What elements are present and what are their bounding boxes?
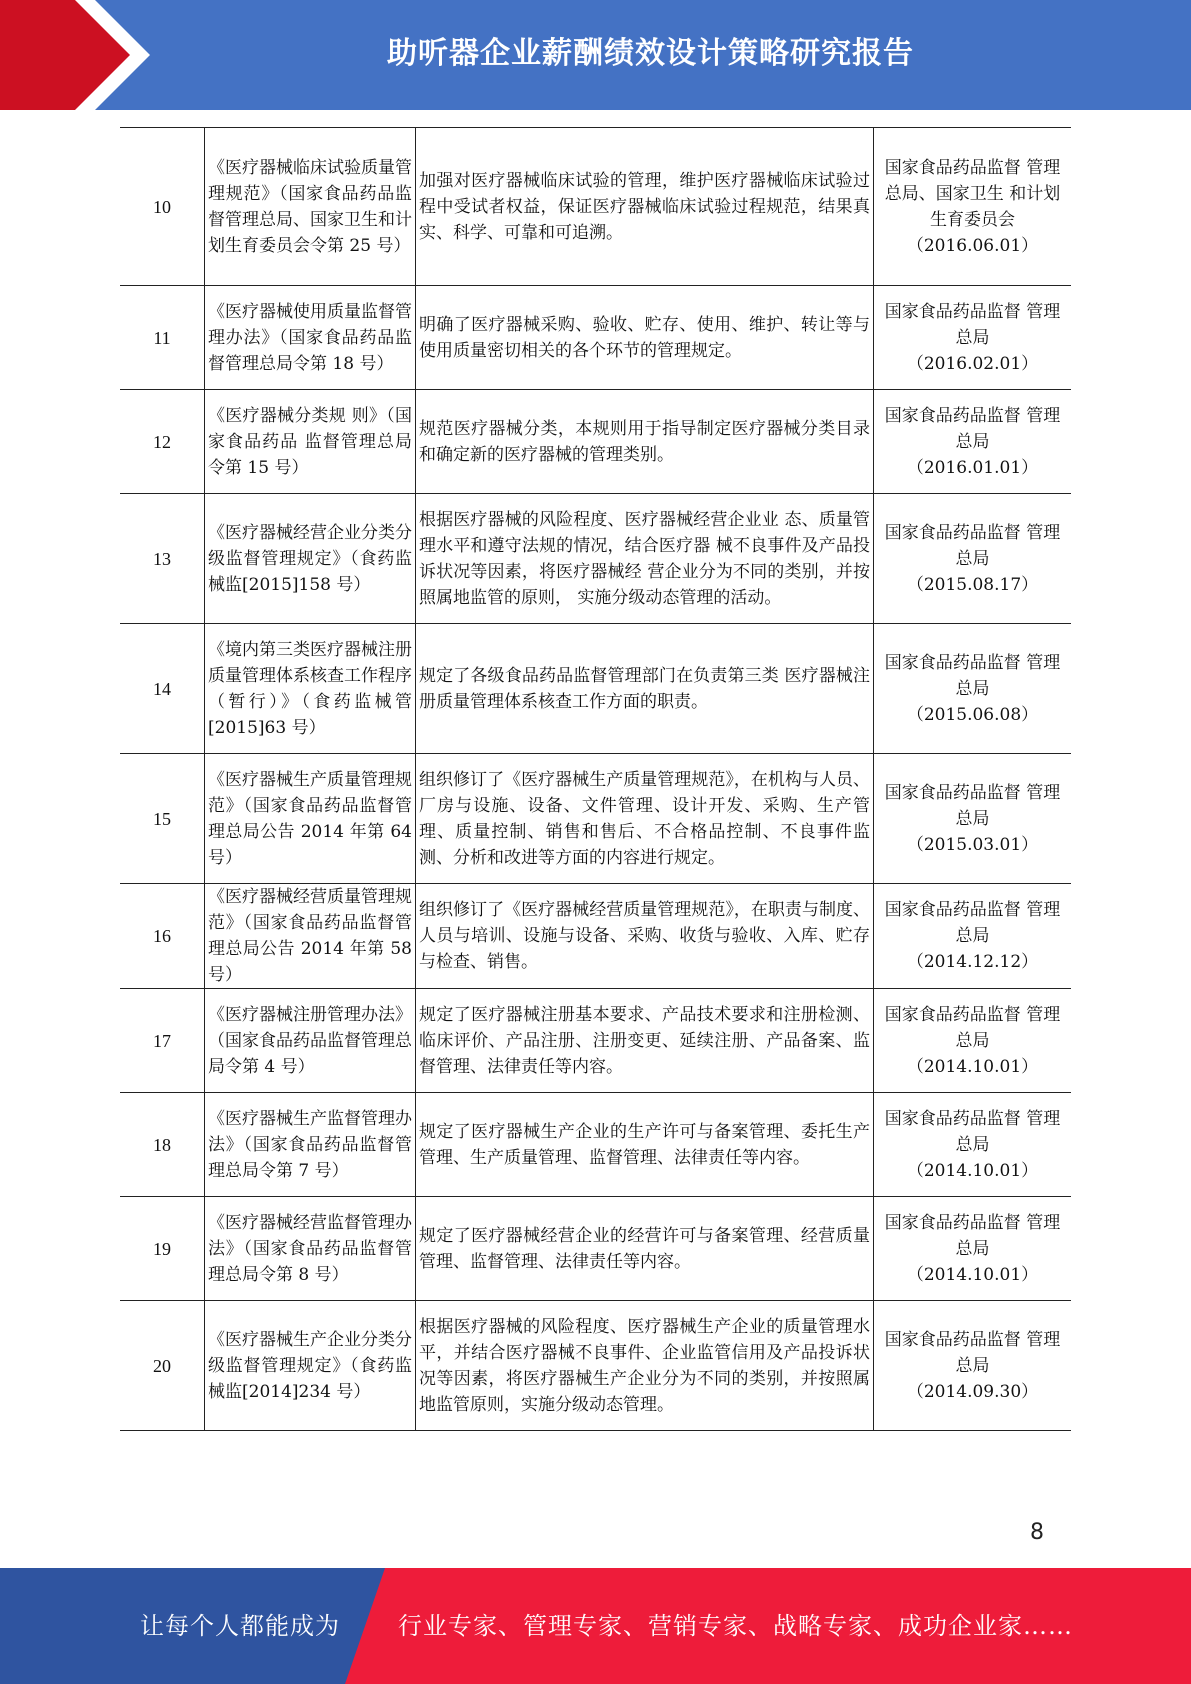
effective-date: （2016.02.01） — [906, 353, 1039, 374]
effective-date: （2014.09.30） — [906, 1381, 1039, 1402]
authority-name: 国家食品药品监督 管理总局 — [884, 900, 1061, 946]
regulation-name-cell: 《医疗器械生产质量管理规范》（国家食品药品监督管理总局公告 2014 年第 64 号） — [205, 754, 416, 884]
regulation-description-cell: 根据医疗器械的风险程度、医疗器械经营企业业 态、质量管理水平和遵守法规的情况，结合医疗器 械不良事件及产品投诉状况等因素，将医疗器械经 营企业分为不同的类别，并按照属地监管的原则， 实施分级动态管理的活动。 — [416, 494, 874, 624]
table-row — [120, 1197, 1071, 1301]
row-number-cell: 18 — [120, 1093, 205, 1197]
row-number-cell: 19 — [120, 1197, 205, 1301]
row-number-cell: 10 — [120, 128, 205, 286]
issuing-authority-cell — [874, 494, 1072, 624]
issuing-authority-cell — [874, 989, 1072, 1093]
page-footer — [0, 1568, 1191, 1684]
regulation-name-cell: 《境内第三类医疗器械注册质量管理体系核查工作程序（暂行）》（食药监械管[2015]63 号） — [205, 624, 416, 754]
authority-name: 国家食品药品监督 管理总局 — [884, 782, 1061, 829]
page-header — [0, 0, 1191, 110]
effective-date: （2015.03.01） — [906, 834, 1039, 855]
regulation-name-cell: 《医疗器械经营企业分类分级监督管理规定》（食药监械监[2015]158 号） — [205, 494, 416, 624]
regulation-description-cell: 规定了医疗器械注册基本要求、产品技术要求和注册检测、临床评价、产品注册、注册变更、延续注册、产品备案、监督管理、法律责任等内容。 — [416, 989, 874, 1093]
regulation-description-cell: 规定了各级食品药品监督管理部门在负责第三类 医疗器械注册质量管理体系核查工作方面的职责。 — [416, 624, 874, 754]
issuing-authority-cell — [874, 390, 1072, 494]
table-row — [120, 128, 1071, 286]
row-number-cell: 16 — [120, 884, 205, 989]
row-number-cell: 14 — [120, 624, 205, 754]
row-number-cell: 13 — [120, 494, 205, 624]
regulation-description-cell: 明确了医疗器械采购、验收、贮存、使用、维护、转让等与使用质量密切相关的各个环节的管理规定。 — [416, 286, 874, 390]
table-row — [120, 390, 1071, 494]
authority-name: 国家食品药品监督 管理总局 — [884, 405, 1061, 452]
authority-name: 国家食品药品监督 管理总局 — [884, 1108, 1061, 1155]
table-row — [120, 989, 1071, 1093]
regulation-description-cell: 规定了医疗器械经营企业的经营许可与备案管理、经营质量管理、监督管理、法律责任等内容。 — [416, 1197, 874, 1301]
regulation-description-cell: 组织修订了《医疗器械生产质量管理规范》，在机构与人员、厂房与设施、设备、文件管理、设计开发、采购、生产管理、质量控制、销售和售后、不合格品控制、不良事件监测、分析和改进等方面的内容进行规定。 — [416, 754, 874, 884]
issuing-authority-cell — [874, 1093, 1072, 1197]
issuing-authority-cell — [874, 1197, 1072, 1301]
authority-name: 国家食品药品监督 管理总局 — [884, 652, 1061, 699]
regulation-name-cell: 《医疗器械注册管理办法》（国家食品药品监督管理总局令第 4 号） — [205, 989, 416, 1093]
regulation-description-cell: 规定了医疗器械生产企业的生产许可与备案管理、委托生产管理、生产质量管理、监督管理、法律责任等内容。 — [416, 1093, 874, 1197]
regulation-description-cell: 组织修订了《医疗器械经营质量管理规范》，在职责与制度、人员与培训、设施与设备、采购、收货与验收、入库、贮存与检查、销售。 — [416, 884, 874, 989]
regulation-name-cell: 《医疗器械分类规 则》（国家食品药品 监督管理总局令第 15 号） — [205, 390, 416, 494]
regulations-table — [120, 127, 1071, 1431]
authority-name: 国家食品药品监督 管理总局 — [884, 1212, 1061, 1259]
footer-slogan-right: 行业专家、管理专家、营销专家、战略专家、成功企业家…… — [398, 1612, 1073, 1640]
authority-name: 国家食品药品监督 管理总局 — [884, 1004, 1061, 1051]
table-row — [120, 286, 1071, 390]
row-number-cell: 15 — [120, 754, 205, 884]
regulation-name-cell: 《医疗器械临床试验质量管理规范》（国家食品药品监督管理总局、国家卫生和计划生育委员会令第 25 号） — [205, 128, 416, 286]
table-row — [120, 494, 1071, 624]
issuing-authority-cell — [874, 1301, 1072, 1431]
table-row — [120, 1093, 1071, 1197]
row-number-cell: 11 — [120, 286, 205, 390]
authority-name: 国家食品药品监督 管理总局、国家卫生 和计划生育委员会 — [884, 157, 1061, 230]
effective-date: （2014.10.01） — [906, 1056, 1039, 1077]
effective-date: （2016.01.01） — [906, 457, 1039, 478]
issuing-authority-cell — [874, 128, 1072, 286]
effective-date: （2014.10.01） — [906, 1264, 1039, 1285]
authority-name: 国家食品药品监督 管理总局 — [884, 1329, 1061, 1376]
regulation-description-cell: 规范医疗器械分类，本规则用于指导制定医疗器械分类目录和确定新的医疗器械的管理类别。 — [416, 390, 874, 494]
table-row — [120, 1301, 1071, 1431]
regulation-description-cell: 根据医疗器械的风险程度、医疗器械生产企业的质量管理水平，并结合医疗器械不良事件、企业监管信用及产品投诉状况等因素，将医疗器械生产企业分为不同的类别，并按照属地监管原则，实施分级动态管理。 — [416, 1301, 874, 1431]
row-number-cell: 17 — [120, 989, 205, 1093]
regulation-name-cell: 《医疗器械生产监督管理办法》（国家食品药品监督管理总局令第 7 号） — [205, 1093, 416, 1197]
issuing-authority-cell — [874, 624, 1072, 754]
regulation-name-cell: 《医疗器械经营质量管理规范》（国家食品药品监督管理总局公告 2014 年第 58 号） — [205, 884, 416, 989]
row-number-cell: 12 — [120, 390, 205, 494]
authority-name: 国家食品药品监督 管理总局 — [884, 301, 1061, 348]
row-number-cell: 20 — [120, 1301, 205, 1431]
chevron-arrow-icon — [0, 0, 160, 110]
regulation-name-cell: 《医疗器械使用质量监督管理办法》（国家食品药品监督管理总局令第 18 号） — [205, 286, 416, 390]
table-row — [120, 754, 1071, 884]
regulation-description-cell: 加强对医疗器械临床试验的管理，维护医疗器械临床试验过程中受试者权益，保证医疗器械临床试验过程规范，结果真实、科学、可靠和可追溯。 — [416, 128, 874, 286]
issuing-authority-cell — [874, 754, 1072, 884]
table-row — [120, 624, 1071, 754]
effective-date: （2015.06.08） — [906, 704, 1039, 725]
table-row — [120, 884, 1071, 989]
effective-date: （2014.10.01） — [906, 1160, 1039, 1181]
effective-date: （2016.06.01） — [906, 235, 1039, 256]
report-title: 助听器企业薪酬绩效设计策略研究报告 — [387, 36, 914, 71]
issuing-authority-cell — [874, 286, 1072, 390]
effective-date: （2015.08.17） — [906, 574, 1039, 595]
regulation-name-cell: 《医疗器械生产企业分类分级监督管理规定》（食药监械监[2014]234 号） — [205, 1301, 416, 1431]
footer-slogan-left: 让每个人都能成为 — [140, 1612, 340, 1640]
regulation-name-cell: 《医疗器械经营监督管理办法》（国家食品药品监督管理总局令第 8 号） — [205, 1197, 416, 1301]
page-number: 8 — [1030, 1520, 1044, 1545]
authority-name: 国家食品药品监督 管理总局 — [884, 522, 1061, 569]
issuing-authority-cell — [874, 884, 1072, 989]
effective-date: （2014.12.12） — [906, 952, 1039, 972]
